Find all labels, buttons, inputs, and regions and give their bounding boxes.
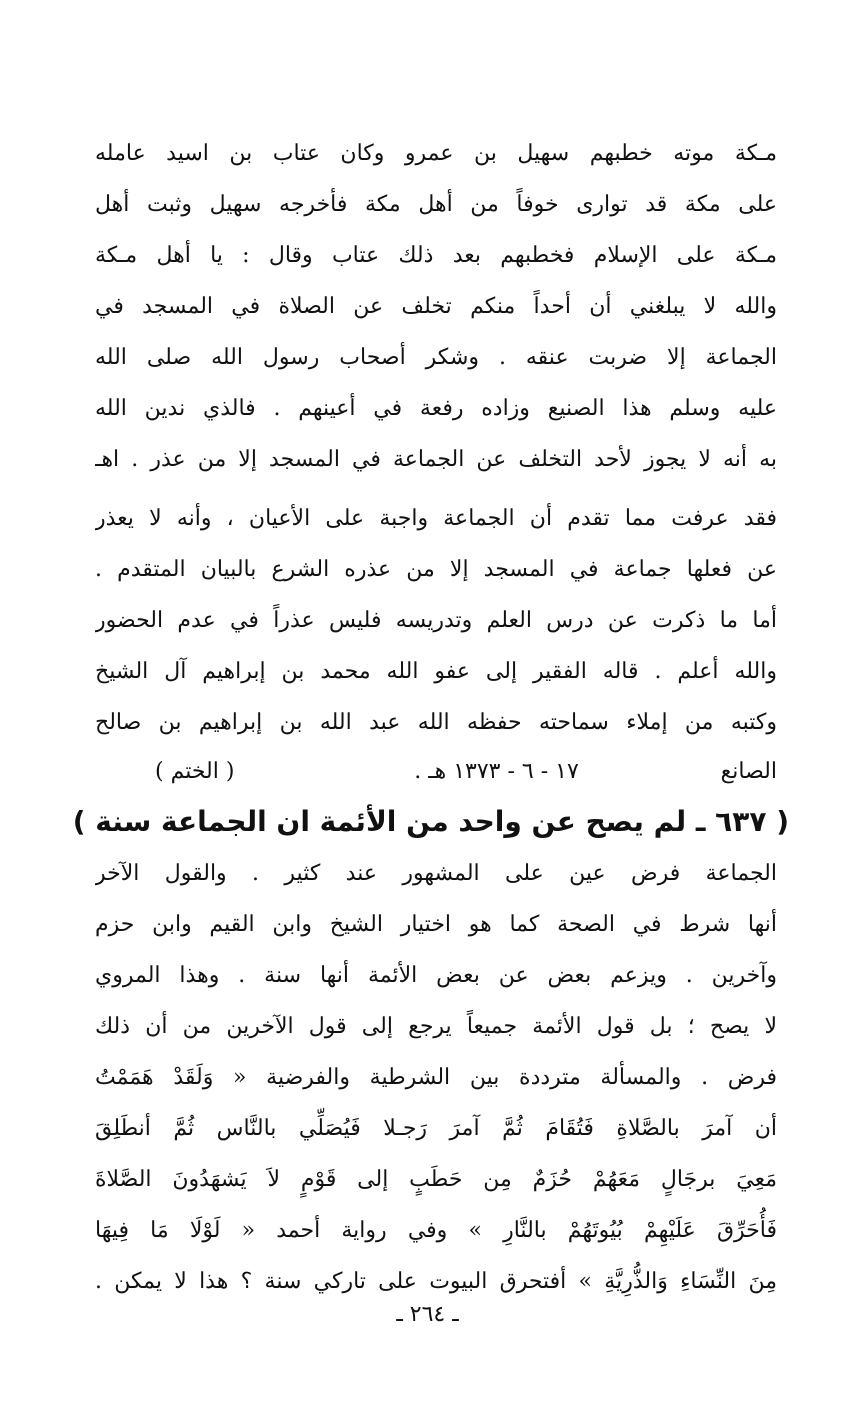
- text-line: مَعِيَ برجَالٍ مَعَهُمْ حُزَمٌ مِن حَطَبٍ إلى قَوْمٍ لاَ يَشهَدُونَ الصَّلاةَ: [95, 1167, 777, 1192]
- text-line: عليه وسلم هذا الصنيع وزاده رفعة في أعينهم . فالذي ندين الله: [95, 396, 777, 421]
- text-line: والله أعلم . قاله الفقير إلى عفو الله محمد بن إبراهيم آل الشيخ: [95, 659, 777, 684]
- page-number: ـ ٢٦٤ ـ: [396, 1302, 459, 1327]
- paragraph-ruling: [95, 848, 777, 1307]
- text-line: الجماعة فرض عين على المشهور عند كثير . والقول الآخر: [95, 861, 777, 886]
- text-line: فَأُحَرِّقَ عَلَيْهِمْ بُيُوتَهُمْ بالنَّارِ » وفي رواية أحمد « لَوْلَا مَا فِيهَا: [95, 1218, 777, 1243]
- text-line: فرض . والمسألة مترددة بين الشرطية والفرضية « وَلَقَدْ هَمَمْتُ: [95, 1065, 777, 1090]
- text-line: لا يصح ؛ بل قول الأئمة جميعاً يرجع إلى قول الآخرين من أن ذلك: [95, 1014, 777, 1039]
- text-line: مـكة على الإسلام فخطبهم بعد ذلك عتاب وقال : يا أهل مـكة: [95, 243, 777, 268]
- body-text: [72, 128, 789, 1307]
- text-line: فقد عرفت مما تقدم أن الجماعة واجبة على الأعيان ، وأنه لا يعذر: [95, 506, 777, 531]
- text-line: وآخرين . ويزعم بعض عن بعض الأئمة أنها سنة . وهذا المروي: [95, 963, 777, 988]
- signatory-name: الصانع: [720, 759, 777, 784]
- paragraph-quote: [95, 128, 777, 485]
- text-line: على مكة قد توارى خوفاً من أهل مكة فأخرجه سهيل وثبت أهل: [95, 192, 777, 217]
- text-line: وكتبه من إملاء سماحته حفظه الله عبد الله بن إبراهيم بن صالح: [95, 710, 777, 735]
- paragraph-conclusion: [95, 493, 777, 796]
- text-line: عن فعلها جماعة في المسجد إلا من عذره الشرع بالبيان المتقدم .: [95, 557, 777, 582]
- text-line: والله لا يبلغني أن أحداً منكم تخلف عن الصلاة في المسجد في: [95, 294, 777, 319]
- seal-note: ( الختم ): [155, 759, 235, 784]
- letter-date: ١٧ - ٦ - ١٣٧٣ هـ .: [414, 759, 579, 784]
- text-line: أنها شرط في الصحة كما هو اختيار الشيخ وابن القيم وابن حزم: [95, 912, 777, 937]
- text-line: مـكة موته خطبهم سهيل بن عمرو وكان عتاب بن اسيد عامله: [95, 141, 777, 166]
- text-line: به أنه لا يجوز لأحد التخلف عن الجماعة في المسجد إلا من عذر . اهـ: [95, 447, 777, 472]
- text-line: أما ما ذكرت عن درس العلم وتدريسه فليس عذراً في عدم الحضور: [95, 608, 777, 633]
- text-line: الجماعة إلا ضربت عنقه . وشكر أصحاب رسول الله صلى الله: [95, 345, 777, 370]
- paragraph-gap: [95, 485, 777, 493]
- text-line: مِنَ النِّسَاءِ وَالذُّرِيَّةِ » أفتحرق البيوت على تاركي سنة ؟ هذا لا يمكن .: [95, 1269, 777, 1294]
- signature-line: [95, 748, 777, 796]
- section-heading: ( ٦٣٧ ـ لم يصح عن واحد من الأئمة ان الجماعة سنة ): [72, 805, 789, 838]
- text-line: أن آمرَ بالصَّلاةِ فَتُقَامَ ثُمَّ آمرَ رَجـلا فَيُصَلِّي بالنَّاس ثُمَّ أنطَلِقَ: [95, 1116, 777, 1141]
